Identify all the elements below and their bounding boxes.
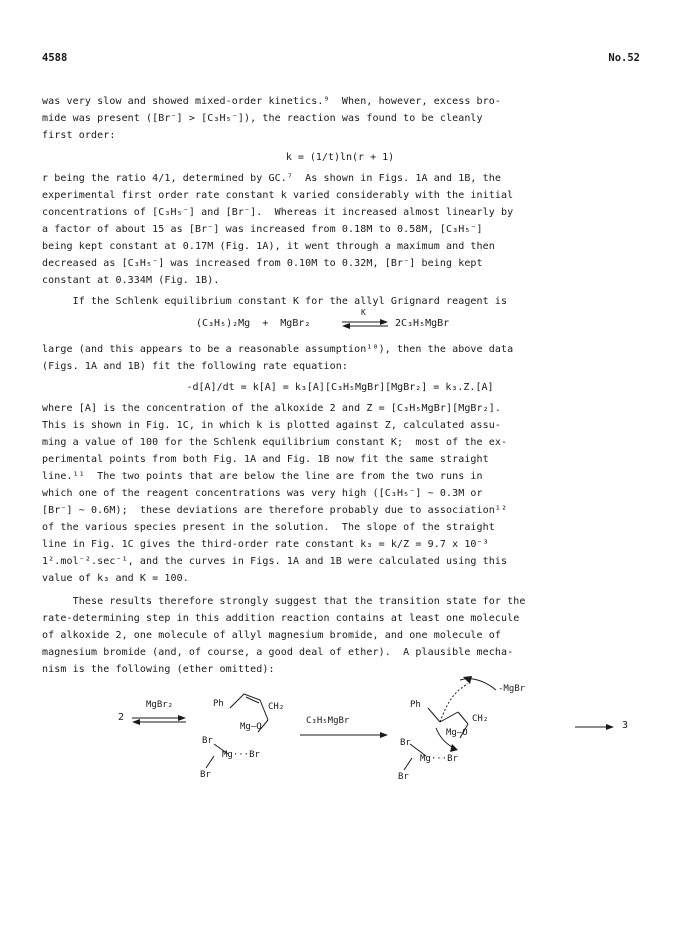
text-line: line.¹¹ The two points that are below the line are from the two runs in (42, 471, 483, 482)
text-line: a factor of about 15 as [Br⁻] was increased from 0.18M to 0.58M, [C₃H₅⁻] (42, 224, 483, 235)
text-line: constant at 0.334M (Fig. 1B). (42, 275, 220, 286)
text-line: nism is the following (ether omitted): (42, 664, 275, 675)
label-ch2: CH₂ (472, 714, 489, 724)
schlenk-left: (C₃H₅)₂Mg + MgBr₂ (196, 318, 311, 329)
label-br: Br (400, 738, 411, 748)
issue-number: No.52 (608, 52, 640, 64)
label-mgbr: -MgBr (498, 684, 526, 694)
text-line: perimental points from both Fig. 1A and Fig. 1B now fit the same straight (42, 454, 489, 465)
text-line: 1².mol⁻².sec⁻¹, and the curves in Figs. 1A and 1B were calculated using this (42, 556, 508, 567)
text-line: mide was present ([Br⁻] > [C₃H₅⁻]), the reaction was found to be cleanly (42, 113, 483, 124)
reagent-allyl-grignard: C₃H₅MgBr (306, 716, 350, 726)
text-line: line in Fig. 1C gives the third-order rate constant k₃ = k/Z = 9.7 x 10⁻³ (42, 539, 489, 550)
text-line: of alkoxide 2, one molecule of allyl magnesium bromide, and one molecule of (42, 630, 502, 641)
text-line: first order: (42, 130, 116, 141)
label-ch2: CH₂ (268, 702, 285, 712)
label-br: Br (398, 772, 409, 782)
page-number: 4588 (42, 52, 68, 64)
text-line: was very slow and showed mixed-order kinetics.⁹ When, however, excess bro- (42, 96, 502, 107)
text-line: value of k₃ and K = 100. (42, 573, 189, 584)
text-line: rate-determining step in this addition reaction contains at least one molecule (42, 613, 520, 624)
text-line: If the Schlenk equilibrium constant K for the allyl Grignard reagent is (42, 296, 508, 307)
text-line: which one of the reagent concentrations was very high ([C₃H₅⁻] ~ 0.3M or (42, 488, 483, 499)
product-compound-number: 3 (622, 720, 629, 731)
text-line: These results therefore strongly suggest that the transition state for the (42, 596, 526, 607)
label-br: Br (202, 736, 213, 746)
text-line: magnesium bromide (and, of course, a good deal of ether). A plausible mecha- (42, 647, 514, 658)
text-line: where [A] is the concentration of the alkoxide 2 and Z = [C₃H₅MgBr][MgBr₂]. (42, 403, 502, 414)
label-br: Br (200, 770, 211, 780)
schlenk-right: 2C₃H₅MgBr (395, 318, 450, 329)
text-line: ming a value of 100 for the Schlenk equilibrium constant K; most of the ex- (42, 437, 508, 448)
start-compound-number: 2 (118, 712, 125, 723)
text-line: This is shown in Fig. 1C, in which k is plotted against Z, calculated assu- (42, 420, 502, 431)
text-line: [Br⁻] ~ 0.6M); these deviations are therefore probably due to association¹² (42, 505, 508, 516)
first-order-equation: k = (1/t)ln(r + 1) (285, 152, 395, 163)
text-line: being kept constant at 0.17M (Fig. 1A), it went through a maximum and then (42, 241, 495, 252)
text-line: experimental first order rate constant k varied considerably with the initial (42, 190, 514, 201)
reagent-mgbr2: MgBr₂ (146, 700, 174, 710)
label-mg-o: Mg–O (446, 728, 468, 738)
label-mg-br: Mg···Br (420, 754, 458, 764)
text-line: (Figs. 1A and 1B) fit the following rate equation: (42, 361, 349, 372)
rate-equation: -d[A]/dt = k[A] = k₃[A][C₃H₅MgBr][MgBr₂] = k₃.Z.[A] (186, 382, 494, 393)
text-line: decreased as [C₃H₅⁻] was increased from 0.10M to 0.32M, [Br⁻] being kept (42, 258, 483, 269)
text-line: large (and this appears to be a reasonable assumption¹⁰), then the above data (42, 344, 514, 355)
label-mg-o: Mg–O (240, 722, 262, 732)
equilibrium-constant-label: K (361, 308, 366, 317)
label-mg-br: Mg···Br (222, 750, 260, 760)
text-line: concentrations of [C₃H₅⁻] and [Br⁻]. Whereas it increased almost linearly by (42, 207, 514, 218)
text-line: r being the ratio 4/1, determined by GC.⁷ As shown in Figs. 1A and 1B, the (42, 173, 502, 184)
text-line: of the various species present in the solution. The slope of the straight (42, 522, 495, 533)
label-ph: Ph (410, 700, 421, 710)
label-ph: Ph (213, 699, 224, 709)
